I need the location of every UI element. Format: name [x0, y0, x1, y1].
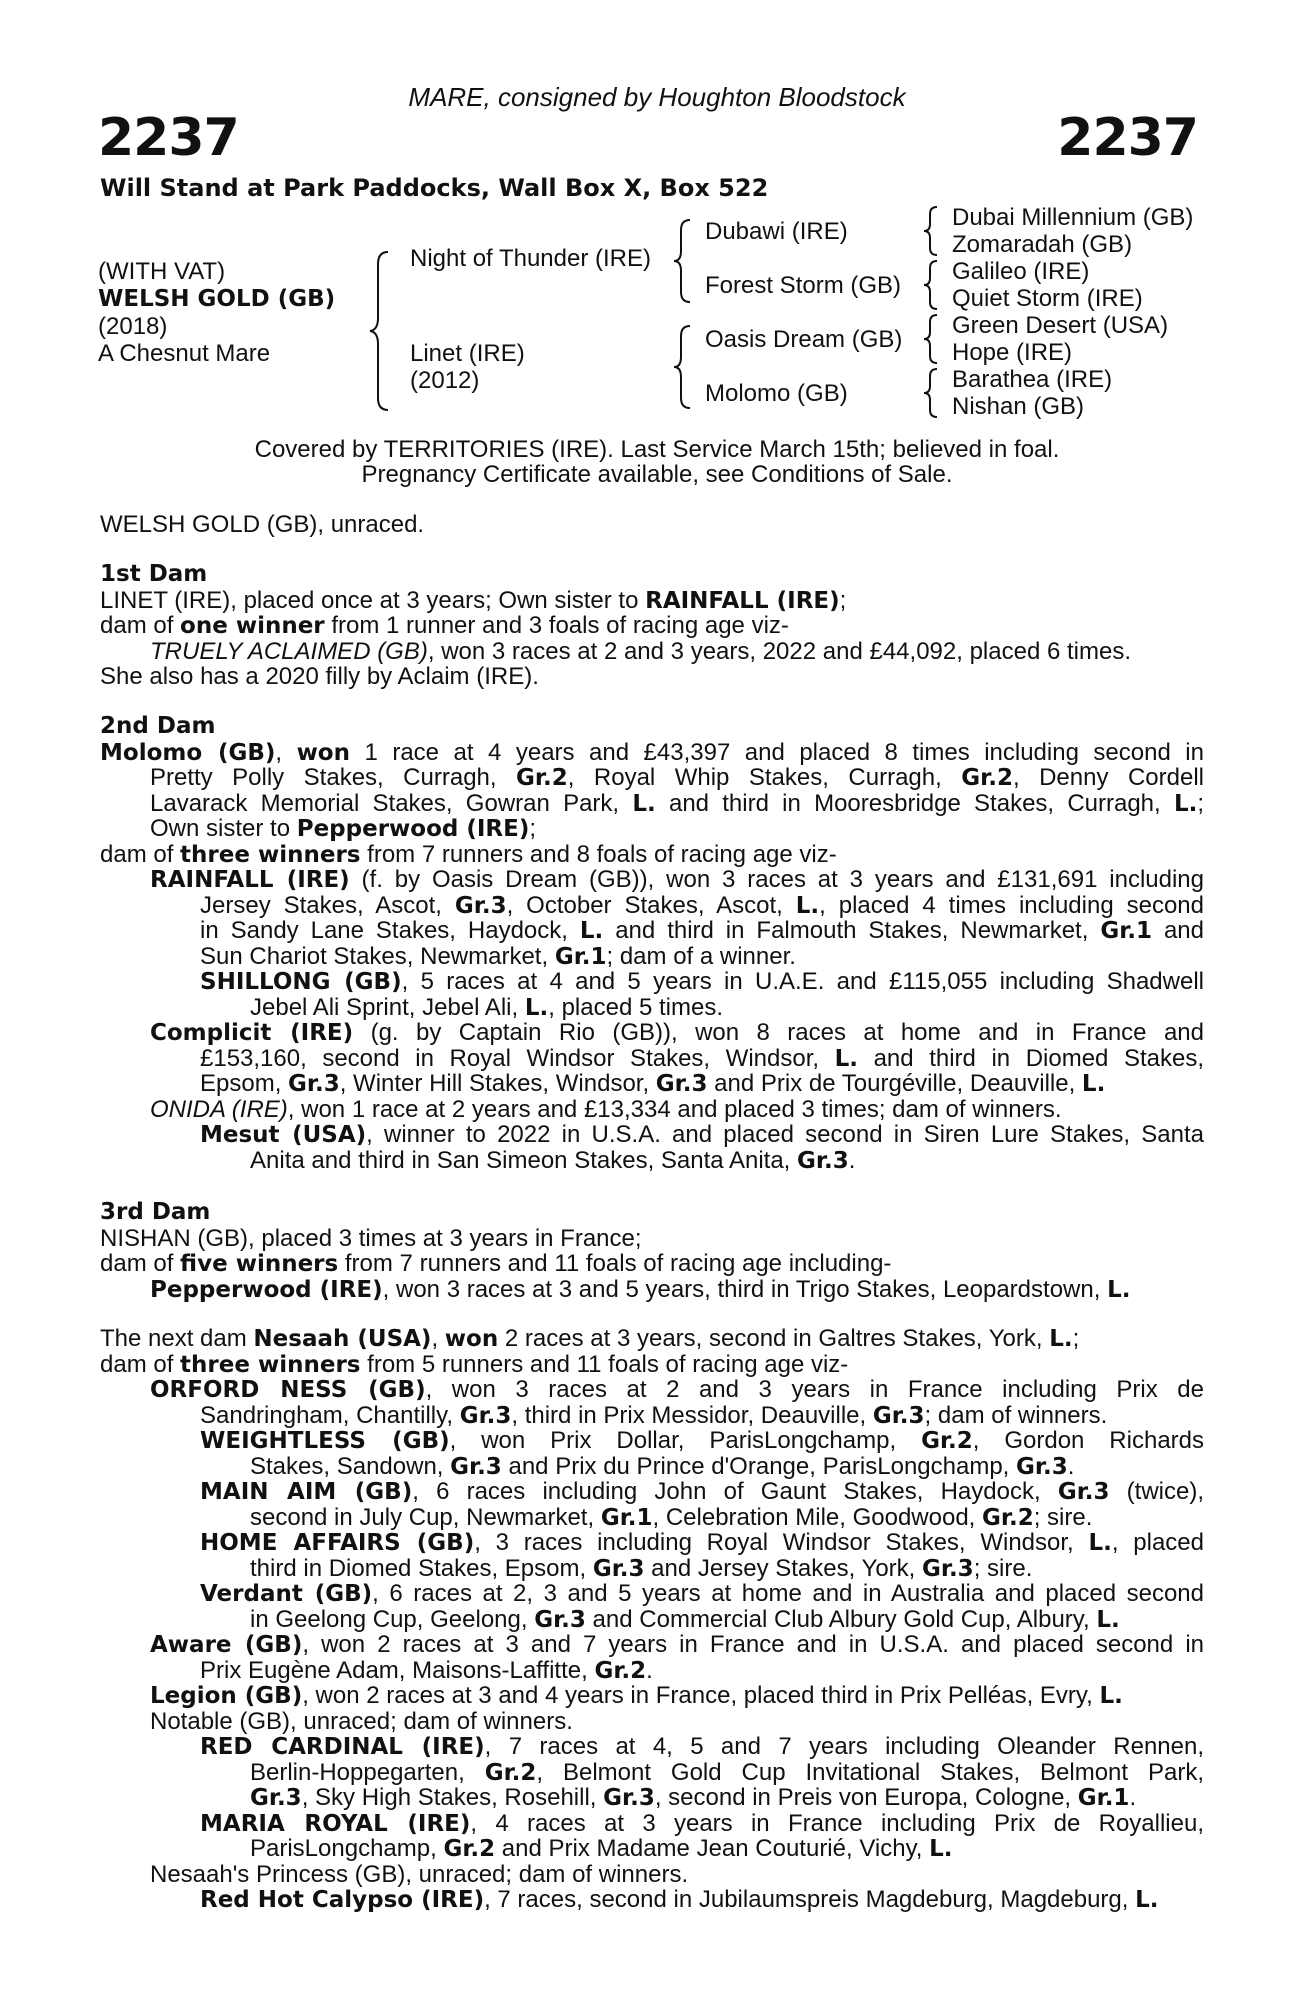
next-dam-line: RED CARDINAL (IRE), 7 races at 4, 5 and 7 years including Oleander Rennen, [200, 1733, 1204, 1760]
next-dam-line: Aware (GB), won 2 races at 3 and 7 years in France and in U.S.A. and placed second in [150, 1631, 1205, 1658]
second-dam-line: dam of three winners from 7 runners and 8 foals of racing age viz- [100, 840, 837, 868]
lot-number-left: 2237 [98, 108, 239, 168]
second-dam-line: Epsom, Gr.3, Winter Hill Stakes, Windsor, Gr.3 and Prix de Tourgéville, Deauville, L. [200, 1070, 1106, 1097]
second-dam-line: Molomo (GB), won 1 race at 4 years and £43,397 and placed 8 times including second in [100, 738, 1204, 766]
dam-year: (2012) [410, 367, 480, 394]
second-dam-line: £153,160, second in Royal Windsor Stakes, Windsor, L. and third in Diomed Stakes, [200, 1044, 1205, 1072]
next-dam-line: Red Hot Calypso (IRE), 7 races, second in Jubilaumspreis Magdeburg, Magdeburg, L. [200, 1886, 1159, 1913]
brace-icon [922, 313, 940, 365]
second-dam-line: ONIDA (IRE), won 1 race at 2 years and £13,334 and placed 3 times; dam of winners. [150, 1095, 1062, 1123]
second-dam-line: SHILLONG (GB), 5 races at 4 and 5 years in U.A.E. and £115,055 including Shadwell [200, 968, 1204, 995]
next-dam-line: Sandringham, Chantilly, Gr.3, third in Prix Messidor, Deauville, Gr.3; dam of winners. [200, 1401, 1108, 1429]
first-dam-line: TRUELY ACLAIMED (GB), won 3 races at 2 and 3 years, 2022 and £44,092, placed 6 times. [150, 637, 1131, 665]
second-dam-line: RAINFALL (IRE) (f. by Oasis Dream (GB)), won 3 races at 3 years and £131,691 including [150, 866, 1204, 893]
ancestor-4: Quiet Storm (IRE) [952, 285, 1143, 312]
next-dam-line: ORFORD NESS (GB), won 3 races at 2 and 3 years in France including Prix de [150, 1376, 1204, 1403]
next-dam-line: dam of three winners from 5 runners and 11 foals of racing age viz- [100, 1350, 849, 1378]
second-dam-heading: 2nd Dam [100, 713, 216, 739]
horse-year: (2018) [98, 313, 168, 340]
next-dam-line: second in July Cup, Newmarket, Gr.1, Celebration Mile, Goodwood, Gr.2; sire. [250, 1503, 1093, 1531]
next-dam-line: ParisLongchamp, Gr.2 and Prix Madame Jean Couturié, Vichy, L. [250, 1835, 953, 1862]
second-dam-section [100, 714, 1204, 1173]
dam: Linet (IRE) [410, 340, 525, 367]
second-dam-line: Jebel Ali Sprint, Jebel Ali, L., placed 5 times. [250, 993, 723, 1021]
ancestor-1: Dubai Millennium (GB) [952, 204, 1194, 231]
covered-line-2: Pregnancy Certificate available, see Conditions of Sale. [361, 461, 953, 488]
third-dam-line: Pepperwood (IRE), won 3 races at 3 and 5 years, third in Trigo Stakes, Leopardstown, L. [150, 1275, 1131, 1303]
next-dam-line: Berlin-Hoppegarten, Gr.2, Belmont Gold Cup Invitational Stakes, Belmont Park, [250, 1758, 1204, 1786]
brace-icon [672, 218, 694, 304]
next-dam-line: HOME AFFAIRS (GB), 3 races including Royal Windsor Stakes, Windsor, L., placed [200, 1529, 1204, 1556]
second-dam-line: Own sister to Pepperwood (IRE); [150, 815, 537, 842]
brace-icon [922, 205, 940, 257]
brace-icon [672, 324, 694, 410]
third-dam-section [100, 1200, 1204, 1302]
first-dam-line: LINET (IRE), placed once at 3 years; Own sister to RAINFALL (IRE); [100, 586, 847, 614]
third-dam-heading: 3rd Dam [100, 1199, 211, 1225]
ancestor-3: Galileo (IRE) [952, 258, 1090, 285]
first-dam-heading: 1st Dam [100, 561, 208, 587]
ancestor-8: Nishan (GB) [952, 393, 1085, 420]
second-dam-line: Mesut (USA), winner to 2022 in U.S.A. and placed second in Siren Lure Stakes, Santa [200, 1121, 1204, 1148]
next-dam-line: Notable (GB), unraced; dam of winners. [150, 1707, 573, 1735]
horse-name: WELSH GOLD (GB) [98, 286, 336, 312]
dam-dam: Molomo (GB) [705, 380, 848, 407]
second-dam-line: in Sandy Lane Stakes, Haydock, L. and third in Falmouth Stakes, Newmarket, Gr.1 and [200, 917, 1204, 944]
sire-sire: Dubawi (IRE) [705, 218, 848, 245]
second-dam-line: Pretty Polly Stakes, Curragh, Gr.2, Royal Whip Stakes, Curragh, Gr.2, Denny Cordell [150, 764, 1204, 791]
next-dam-line: The next dam Nesaah (USA), won 2 races at 3 years, second in Galtres Stakes, York, L.; [100, 1325, 1080, 1352]
next-dam-section [100, 1326, 1204, 1913]
ancestor-5: Green Desert (USA) [952, 312, 1169, 339]
next-dam-line: Stakes, Sandown, Gr.3 and Prix du Prince d'Orange, ParisLongchamp, Gr.3. [250, 1452, 1075, 1480]
second-dam-line: Complicit (IRE) (g. by Captain Rio (GB)), won 8 races at home and in France and [150, 1019, 1204, 1046]
ancestor-2: Zomaradah (GB) [952, 231, 1133, 258]
intro-line: WELSH GOLD (GB), unraced. [100, 511, 425, 538]
consignor-line: MARE, consigned by Houghton Bloodstock [408, 82, 906, 112]
next-dam-line: WEIGHTLESS (GB), won Prix Dollar, ParisLongchamp, Gr.2, Gordon Richards [200, 1427, 1205, 1454]
next-dam-line: Prix Eugène Adam, Maisons-Laffitte, Gr.2. [200, 1656, 653, 1684]
first-dam-section [100, 562, 1204, 690]
first-dam-line: dam of one winner from 1 runner and 3 foals of racing age viz- [100, 612, 789, 639]
second-dam-line: Jersey Stakes, Ascot, Gr.3, October Stakes, Ascot, L., placed 4 times including second [200, 891, 1205, 919]
second-dam-line: Lavarack Memorial Stakes, Gowran Park, L. and third in Mooresbridge Stakes, Curragh, L.; [150, 789, 1205, 817]
next-dam-line: Nesaah's Princess (GB), unraced; dam of winners. [150, 1860, 689, 1888]
next-dam-line: in Geelong Cup, Geelong, Gr.3 and Commercial Club Albury Gold Cup, Albury, L. [250, 1605, 1120, 1633]
horse-description: A Chesnut Mare [98, 340, 271, 367]
first-dam-line: She also has a 2020 filly by Aclaim (IRE). [100, 663, 539, 690]
second-dam-line: Sun Chariot Stakes, Newmarket, Gr.1; dam of a winner. [200, 942, 796, 970]
vat-note: (WITH VAT) [98, 258, 226, 285]
brace-icon [368, 250, 392, 412]
third-dam-line: dam of five winners from 7 runners and 11 foals of racing age including- [100, 1250, 892, 1277]
next-dam-line: Legion (GB), won 2 races at 3 and 4 years in France, placed third in Prix Pelléas, Evry, L. [150, 1682, 1123, 1709]
second-dam-line: Anita and third in San Simeon Stakes, Santa Anita, Gr.3. [250, 1146, 856, 1174]
third-dam-line: NISHAN (GB), placed 3 times at 3 years in France; [100, 1224, 642, 1252]
lot-number-right: 2237 [1057, 108, 1198, 168]
stand-location: Will Stand at Park Paddocks, Wall Box X, Box 522 [100, 174, 769, 202]
next-dam-line: Gr.3, Sky High Stakes, Rosehill, Gr.3, second in Preis von Europa, Cologne, Gr.1. [250, 1784, 1137, 1811]
next-dam-line: Verdant (GB), 6 races at 2, 3 and 5 years at home and in Australia and placed second [200, 1580, 1204, 1607]
dam-sire: Oasis Dream (GB) [705, 326, 903, 353]
ancestor-7: Barathea (IRE) [952, 366, 1113, 393]
next-dam-line: third in Diomed Stakes, Epsom, Gr.3 and Jersey Stakes, York, Gr.3; sire. [250, 1554, 1033, 1582]
sire-dam: Forest Storm (GB) [705, 272, 902, 299]
next-dam-line: MAIN AIM (GB), 6 races including John of Gaunt Stakes, Haydock, Gr.3 (twice), [200, 1478, 1205, 1505]
brace-icon [922, 259, 940, 311]
next-dam-line: MARIA ROYAL (IRE), 4 races at 3 years in France including Prix de Royallieu, [200, 1809, 1204, 1837]
sire: Night of Thunder (IRE) [410, 245, 651, 272]
covered-line-1: Covered by TERRITORIES (IRE). Last Service March 15th; believed in foal. [254, 436, 1060, 463]
brace-icon [922, 367, 940, 419]
ancestor-6: Hope (IRE) [952, 339, 1073, 366]
